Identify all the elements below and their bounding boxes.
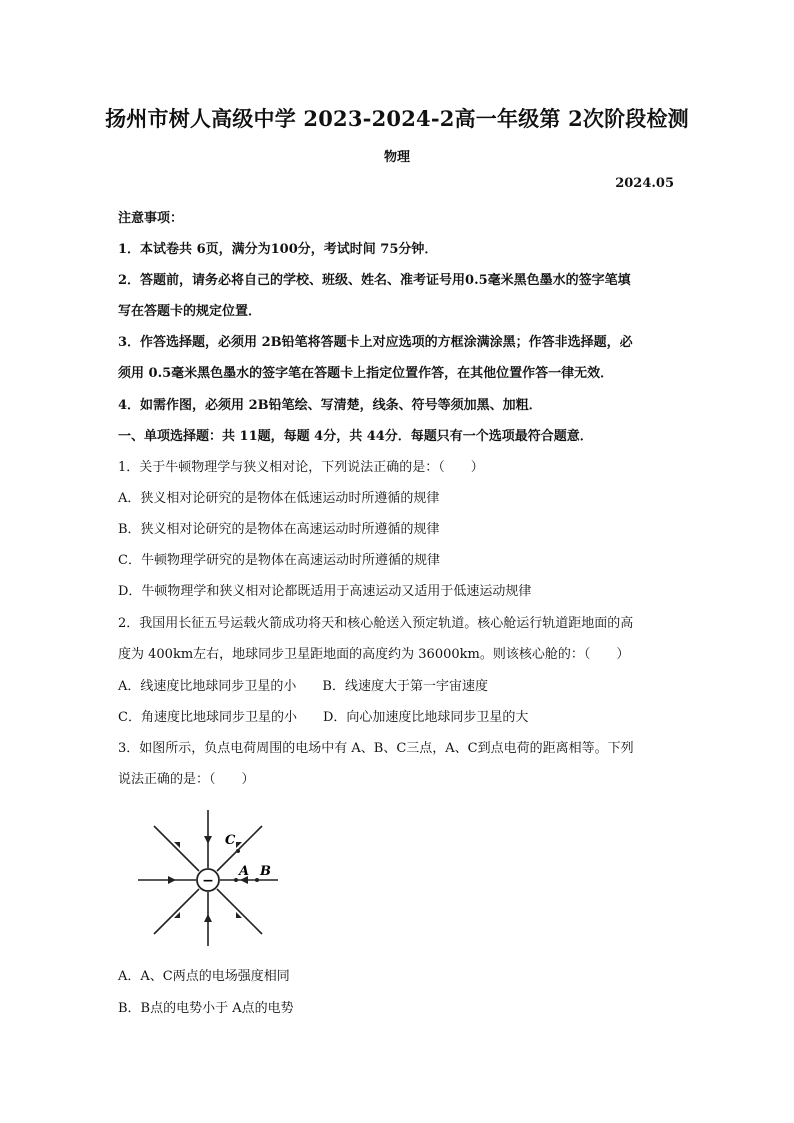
note-line: 4．如需作图，必须用 2B铅笔绘、写清楚，线条、符号等须加黑、加粗． — [118, 398, 542, 413]
note-line: 2．答题前，请务必将自己的学校、班级、姓名、准考证号用0.5毫米黑色墨水的签字笔填 — [118, 273, 631, 288]
question-2-stem: 2．我国用长征五号运载火箭成功将天和核心舱送入预定轨道。核心舱运行轨道距地面的高 — [118, 616, 634, 631]
arrow-icon — [168, 876, 176, 884]
charge-sign: − — [202, 873, 214, 889]
question-2-stem: 度为 400km左右，地球同步卫星距地面的高度约为 36000km。则该核心舱的：（ ） — [118, 647, 630, 662]
question-3-option-b: B．B点的电势小于 A点的电势 — [118, 1001, 294, 1016]
note-line: 3．作答选择题，必须用 2B铅笔将答题卡上对应选项的方框涂满涂黑；作答非选择题，必 — [118, 335, 633, 350]
field-line — [154, 826, 199, 871]
notes-heading: 注意事项： — [118, 211, 184, 226]
question-2-options-ab: A．线速度比地球同步卫星的小 B．线速度大于第一宇宙速度 — [118, 679, 488, 694]
exam-date: 2024.05 — [615, 176, 674, 191]
label-c: C — [225, 833, 236, 848]
point-c-dot — [236, 849, 240, 853]
point-a-dot — [234, 878, 238, 882]
label-a: A — [239, 864, 250, 879]
section-heading: 一、单项选择题：共 11题，每题 4分，共 44分．每题只有一个选项最符合题意． — [118, 429, 593, 444]
question-3-stem: 3．如图所示，负点电荷周围的电场中有 A、B、C三点，A、C到点电荷的距离相等。下列 — [118, 741, 634, 756]
question-2-options-cd: C．角速度比地球同步卫星的小 D．向心加速度比地球同步卫星的大 — [118, 710, 529, 725]
arrow-icon — [204, 836, 212, 844]
question-1-option-c: C．牛顿物理学研究的是物体在高速运动时所遵循的规律 — [118, 553, 440, 568]
question-1-stem: 1．关于牛顿物理学与狭义相对论，下列说法正确的是：（ ） — [118, 460, 484, 475]
question-1-option-d: D．牛顿物理学和狭义相对论都既适用于高速运动又适用于低速运动规律 — [118, 584, 532, 599]
question-3-option-a: A．A、C两点的电场强度相同 — [118, 969, 290, 984]
arrow-icon — [204, 914, 212, 922]
question-3-stem: 说法正确的是：（ ） — [118, 772, 255, 787]
point-b-dot — [255, 878, 259, 882]
exam-title: 扬州市树人高级中学 2023-2024-2高一年级第 2次阶段检测 — [105, 106, 689, 131]
label-b: B — [260, 864, 271, 879]
question-1-option-a: A．狭义相对论研究的是物体在低速运动时所遵循的规律 — [118, 491, 440, 506]
note-line: 写在答题卡的规定位置． — [118, 304, 262, 319]
field-line — [217, 889, 262, 934]
field-line — [154, 889, 199, 934]
question-1-option-b: B．狭义相对论研究的是物体在高速运动时所遵循的规律 — [118, 522, 440, 537]
electric-field-diagram — [138, 808, 278, 948]
subject-label: 物理 — [383, 150, 410, 165]
note-line: 1．本试卷共 6页，满分为100分，考试时间 75分钟． — [118, 242, 438, 257]
note-line: 须用 0.5毫米黑色墨水的签字笔在答题卡上指定位置作答，在其他位置作答一律无效． — [118, 366, 614, 381]
